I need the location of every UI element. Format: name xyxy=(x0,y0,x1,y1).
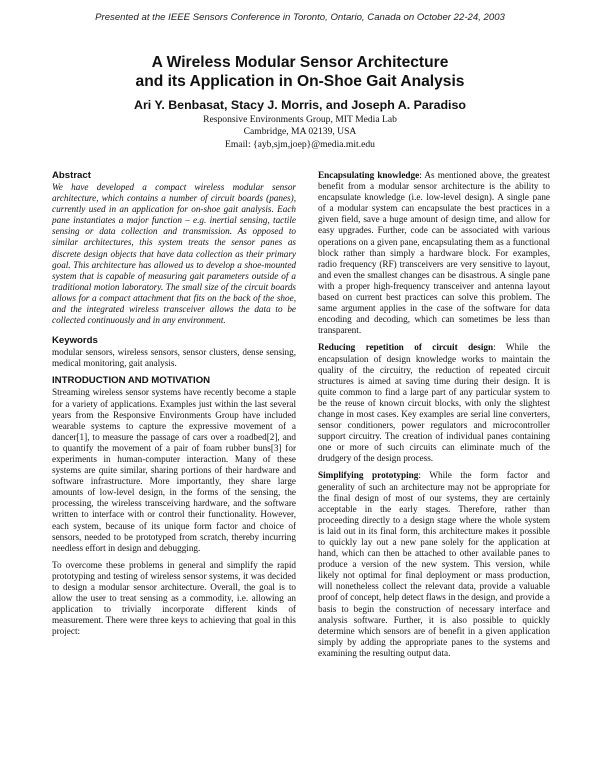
title-line-2: and its Application in On-Shoe Gait Analysis xyxy=(135,73,465,90)
keywords-heading: Keywords xyxy=(52,335,98,347)
abstract-text: We have developed a compact wireless modular sensor architecture, which contains a number of circuit boards (panes), currently used in an application for on-shoe gait analysis. Each pane instantiates a major function – e.g. inertial sensing, tactile sensing or data collection and transmission. As opposed to similar architectures, this system treats the sensor panes as discrete design objects that have data collection as their primary goal. This architecture has allowed us to develop a shoe-mounted system that is capable of measuring gait parameters outside of a traditional motion laboratory. The small size of the circuit boards allows for a compact attachment that fits on the back of the shoe, and the integrated wireless transceiver allows the data to be collected continuously and in any environment. xyxy=(52,182,296,326)
reducing-heading: Reducing repetition of circuit design xyxy=(318,342,494,353)
keywords-text: modular sensors, wireless sensors, sensor clusters, dense sensing, medical monitoring, gait analysis. xyxy=(52,347,296,369)
encapsulating-heading: Encapsulating knowledge xyxy=(318,170,420,180)
left-column xyxy=(52,170,296,637)
encapsulating-paragraph xyxy=(318,170,550,336)
affiliation xyxy=(0,114,600,151)
right-column xyxy=(318,170,550,659)
simplifying-paragraph xyxy=(318,470,550,659)
abstract-heading: Abstract xyxy=(52,170,91,181)
affiliation-line-1: Responsive Environments Group, MIT Media Lab xyxy=(203,114,397,125)
intro-heading: INTRODUCTION AND MOTIVATION xyxy=(52,375,211,387)
encapsulating-text: : As mentioned above, the greatest benefit from a modular sensor architecture is the ability to encapsulate knowledge (i.e. low-level design). A single pane of a modular system can encapsulate the best practices in a given field, save a huge amount of design time, and allow for easy upgrades. Further, code can be associated with various operations on a given pane, encapsulating them as a functional block rather than simply a hardware block. For examples, radio frequency (RF) transceivers are very sensitive to layout, and even the smallest changes can be disastrous. A single pane with a proper high-frequency transceiver and antenna layout based on current best practices can solve this problem. The same argument applies in the case of the software for data encoding and decoding, which can sometimes be less than transparent. xyxy=(318,170,550,336)
conference-note: Presented at the IEEE Sensors Conference in Toronto, Ontario, Canada on October 22-24, 2003 xyxy=(95,12,505,23)
reducing-text: : While the encapsulation of design knowledge works to maintain the quality of the circuitry, the reduction of repeated circuit structures is aimed at saving time during their design. It is quite common to find a large part of any particular system to be the reuse of known circuit blocks, with only the slightest change in most cases. Key examples are serial line converters, sensor conditioners, power regulators and microcontroller support circuitry. The creation of individual panes containing one or more of such circuits can eliminate much of the drudgery of the design process. xyxy=(318,342,551,464)
affiliation-email: Email: {ayb,sjm,joep}@media.mit.edu xyxy=(225,138,375,150)
intro-paragraph-1: Streaming wireless sensor systems have recently become a staple for a variety of applications. Examples just within the last several years from the Responsive Environments Group have included wearable systems to capture the expressive movement of a dancer[1], to measure the passage of cars over a roadbed[2], and to quantify the movement of a pair of foam rubber buns[3] for experiments in human-computer interaction. Many of these systems are quite similar, sharing portions of their hardware and software infrastructure. More importantly, they share large amounts of low-level design, in the forms of the sensing, the processing, the wireless transceiving hardware, and the software written to interface with or control their functionality. However, each system, because of its unique form factor and choice of sensors, needed to be prototyped from scratch, thereby incurring needless effort in design and debugging. xyxy=(52,387,296,553)
simplifying-heading: Simplifying prototyping xyxy=(318,470,419,481)
title-line-1: A Wireless Modular Sensor Architecture xyxy=(151,54,449,71)
author-list: Ari Y. Benbasat, Stacy J. Morris, and Joseph A. Paradiso xyxy=(134,98,466,112)
simplifying-text: : While the form factor and generality of such an architecture may not be appropriate for the final design of most of our systems, they are certainly acceptable in the early stages. Therefore, rather than proceeding directly to a design stage where the whole system is laid out in its final form, this architecture makes it possible to quickly lay out a new pane solely for the application at hand, which can then be attached to other available panes to produce a version of the new system. This version, while likely not optimal for final deployment or mass production, will nonetheless collect the relevant data, provide a valuable proof of concept, help detect flaws in the design, and provide a basis to begin the construction of necessary interface and analysis software. Further, it is also possible to quickly determine which sensors are of benefit in a given application simply by adding the appropriate panes to the systems and examining the resulting output data. xyxy=(318,470,550,658)
intro-paragraph-2: To overcome these problems in general and simplify the rapid prototyping and testing of wireless sensor systems, it was decided to design a modular sensor architecture. Overall, the goal is to allow the user to treat sensing as a commodity, i.e. allowing an application to trivially incorporate different kinds of measurement. There were three keys to achieving that goal in this project: xyxy=(52,559,296,637)
affiliation-line-2: Cambridge, MA 02139, USA xyxy=(243,126,357,138)
reducing-paragraph xyxy=(318,342,550,464)
paper-title xyxy=(0,53,600,91)
